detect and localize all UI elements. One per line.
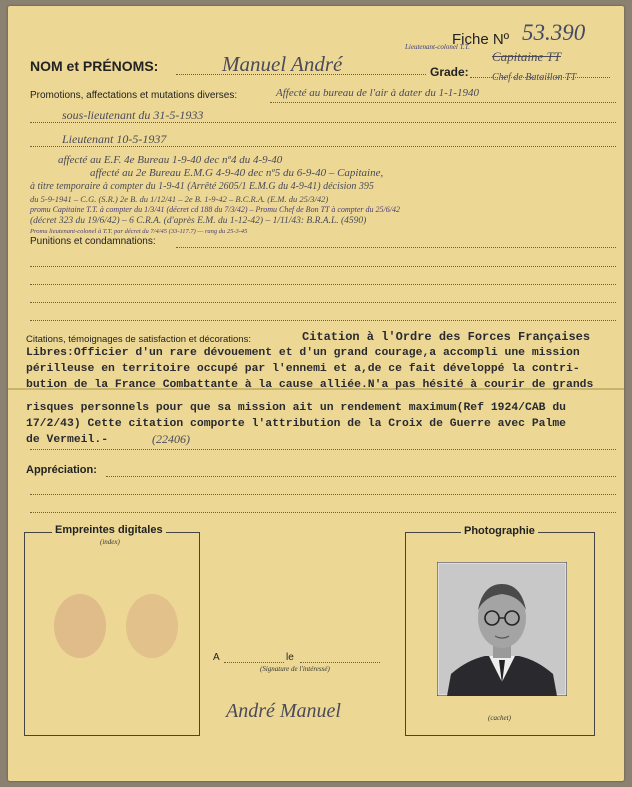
signature-caption: (Signature de l'intéressé) [260,665,330,673]
promotions-line [30,122,616,123]
punitions-line [30,320,616,321]
signature-date-line [300,662,380,663]
grade-note: Lieutenant-colonel T.T. [405,43,470,51]
fiche-label: Fiche Nº [452,31,510,48]
punitions-line [30,284,616,285]
photo-title: Photographie [461,525,538,537]
citation-line: Libres:Officier d'un rare dévouement et d'un grand courage,a accompli une mission [26,347,580,359]
promotion-line: sous-lieutenant du 31-5-1933 [62,108,204,122]
promotion-line: Lieutenant 10-5-1937 [62,132,167,146]
promotion-line: Affecté au bureau de l'air à dater du 1-1-1940 [276,87,479,99]
punitions-line [30,302,616,303]
promotion-line: du 5-9-1941 – C.G. (S.R.) 2e B. du 1/12/41 – 2e B. 1-9-42 – B.C.R.A. (E.M. du 25/3/42) [30,194,329,204]
appreciation-label: Appréciation: [26,464,97,476]
nom-value: Manuel André [222,52,343,76]
portrait-photo [437,562,567,696]
photo-caption: (cachet) [488,714,511,722]
signature-date-prefix: le [286,652,294,663]
punitions-line [30,266,616,267]
appreciation-line [30,494,616,495]
appreciation-line [106,476,616,477]
nom-label: NOM et PRÉNOMS: [30,58,159,74]
citation-handnote: (22406) [152,432,190,446]
fiche-number: 53.390 [522,20,586,45]
citation-line: périlleuse en territoire occupé par l'ennemi et a,de ce fait développé la contri- [26,363,580,375]
promotion-line: (décret 323 du 19/6/42) – 6 C.R.A. (d'après E.M. du 1-12-42) – 1/11/43: B.R.A.L. (4590) [30,216,367,226]
citation-line: de Vermeil.- [26,434,109,446]
promotions-line [270,102,616,103]
fingerprint-title: Empreintes digitales [52,524,166,536]
promotion-line: Promu lieutenant-colonel à T.T. par décret du 7/4/45 (33-117.7) — rang du 25-3-45 [30,228,248,235]
promotion-line: affecté au E.F. 4e Bureau 1-9-40 dec nº4 du 4-9-40 [58,154,283,166]
promotion-line: promu Capitaine T.T. à compter du 1/3/41 (décret cd 188 du 7/3/42) – Promu Chef de Bon TT à compter du 25/6/42 [30,205,400,214]
nom-line [176,74,426,75]
signature-place-prefix: A [213,652,220,663]
fingerprint-marks [44,586,188,666]
signature-place-line [224,662,284,663]
citation-line: Citation à l'Ordre des Forces Françaises [302,330,591,344]
grade-label: Grade: [430,65,469,79]
grade-struck: Capitaine TT [492,49,561,64]
punitions-label: Punitions et condamnations: [30,236,156,247]
citation-line: risques personnels pour que sa mission ait un rendement maximum(Ref 1924/CAB du [26,402,567,414]
punitions-line [176,247,616,248]
fingerprint-subtitle: (index) [100,538,120,546]
citations-label: Citations, témoignages de satisfaction et décorations: [26,334,251,345]
grade-value: Chef de Bataillon TT [492,72,577,83]
citations-line [30,449,616,450]
promotion-line: à titre temporaire à compter du 1-9-41 (Arrêté 2605/1 E.M.G du 4-9-41) décision 395 [30,181,374,192]
promotions-label: Promotions, affectations et mutations diverses: [30,90,238,101]
appreciation-line [30,512,616,513]
grade-line [470,77,610,78]
promotions-line [30,146,616,147]
citation-line: bution de la France Combattante à la cause alliée.N'a pas hésité à courir de grands [26,379,594,391]
promotion-line: affecté au 2e Bureau E.M.G 4-9-40 dec nº5 du 6-9-40 – Capitaine, [90,167,384,179]
citation-line: 17/2/43) Cette citation comporte l'attribution de la Croix de Guerre avec Palme [26,418,567,430]
signature-value: André Manuel [226,700,341,722]
